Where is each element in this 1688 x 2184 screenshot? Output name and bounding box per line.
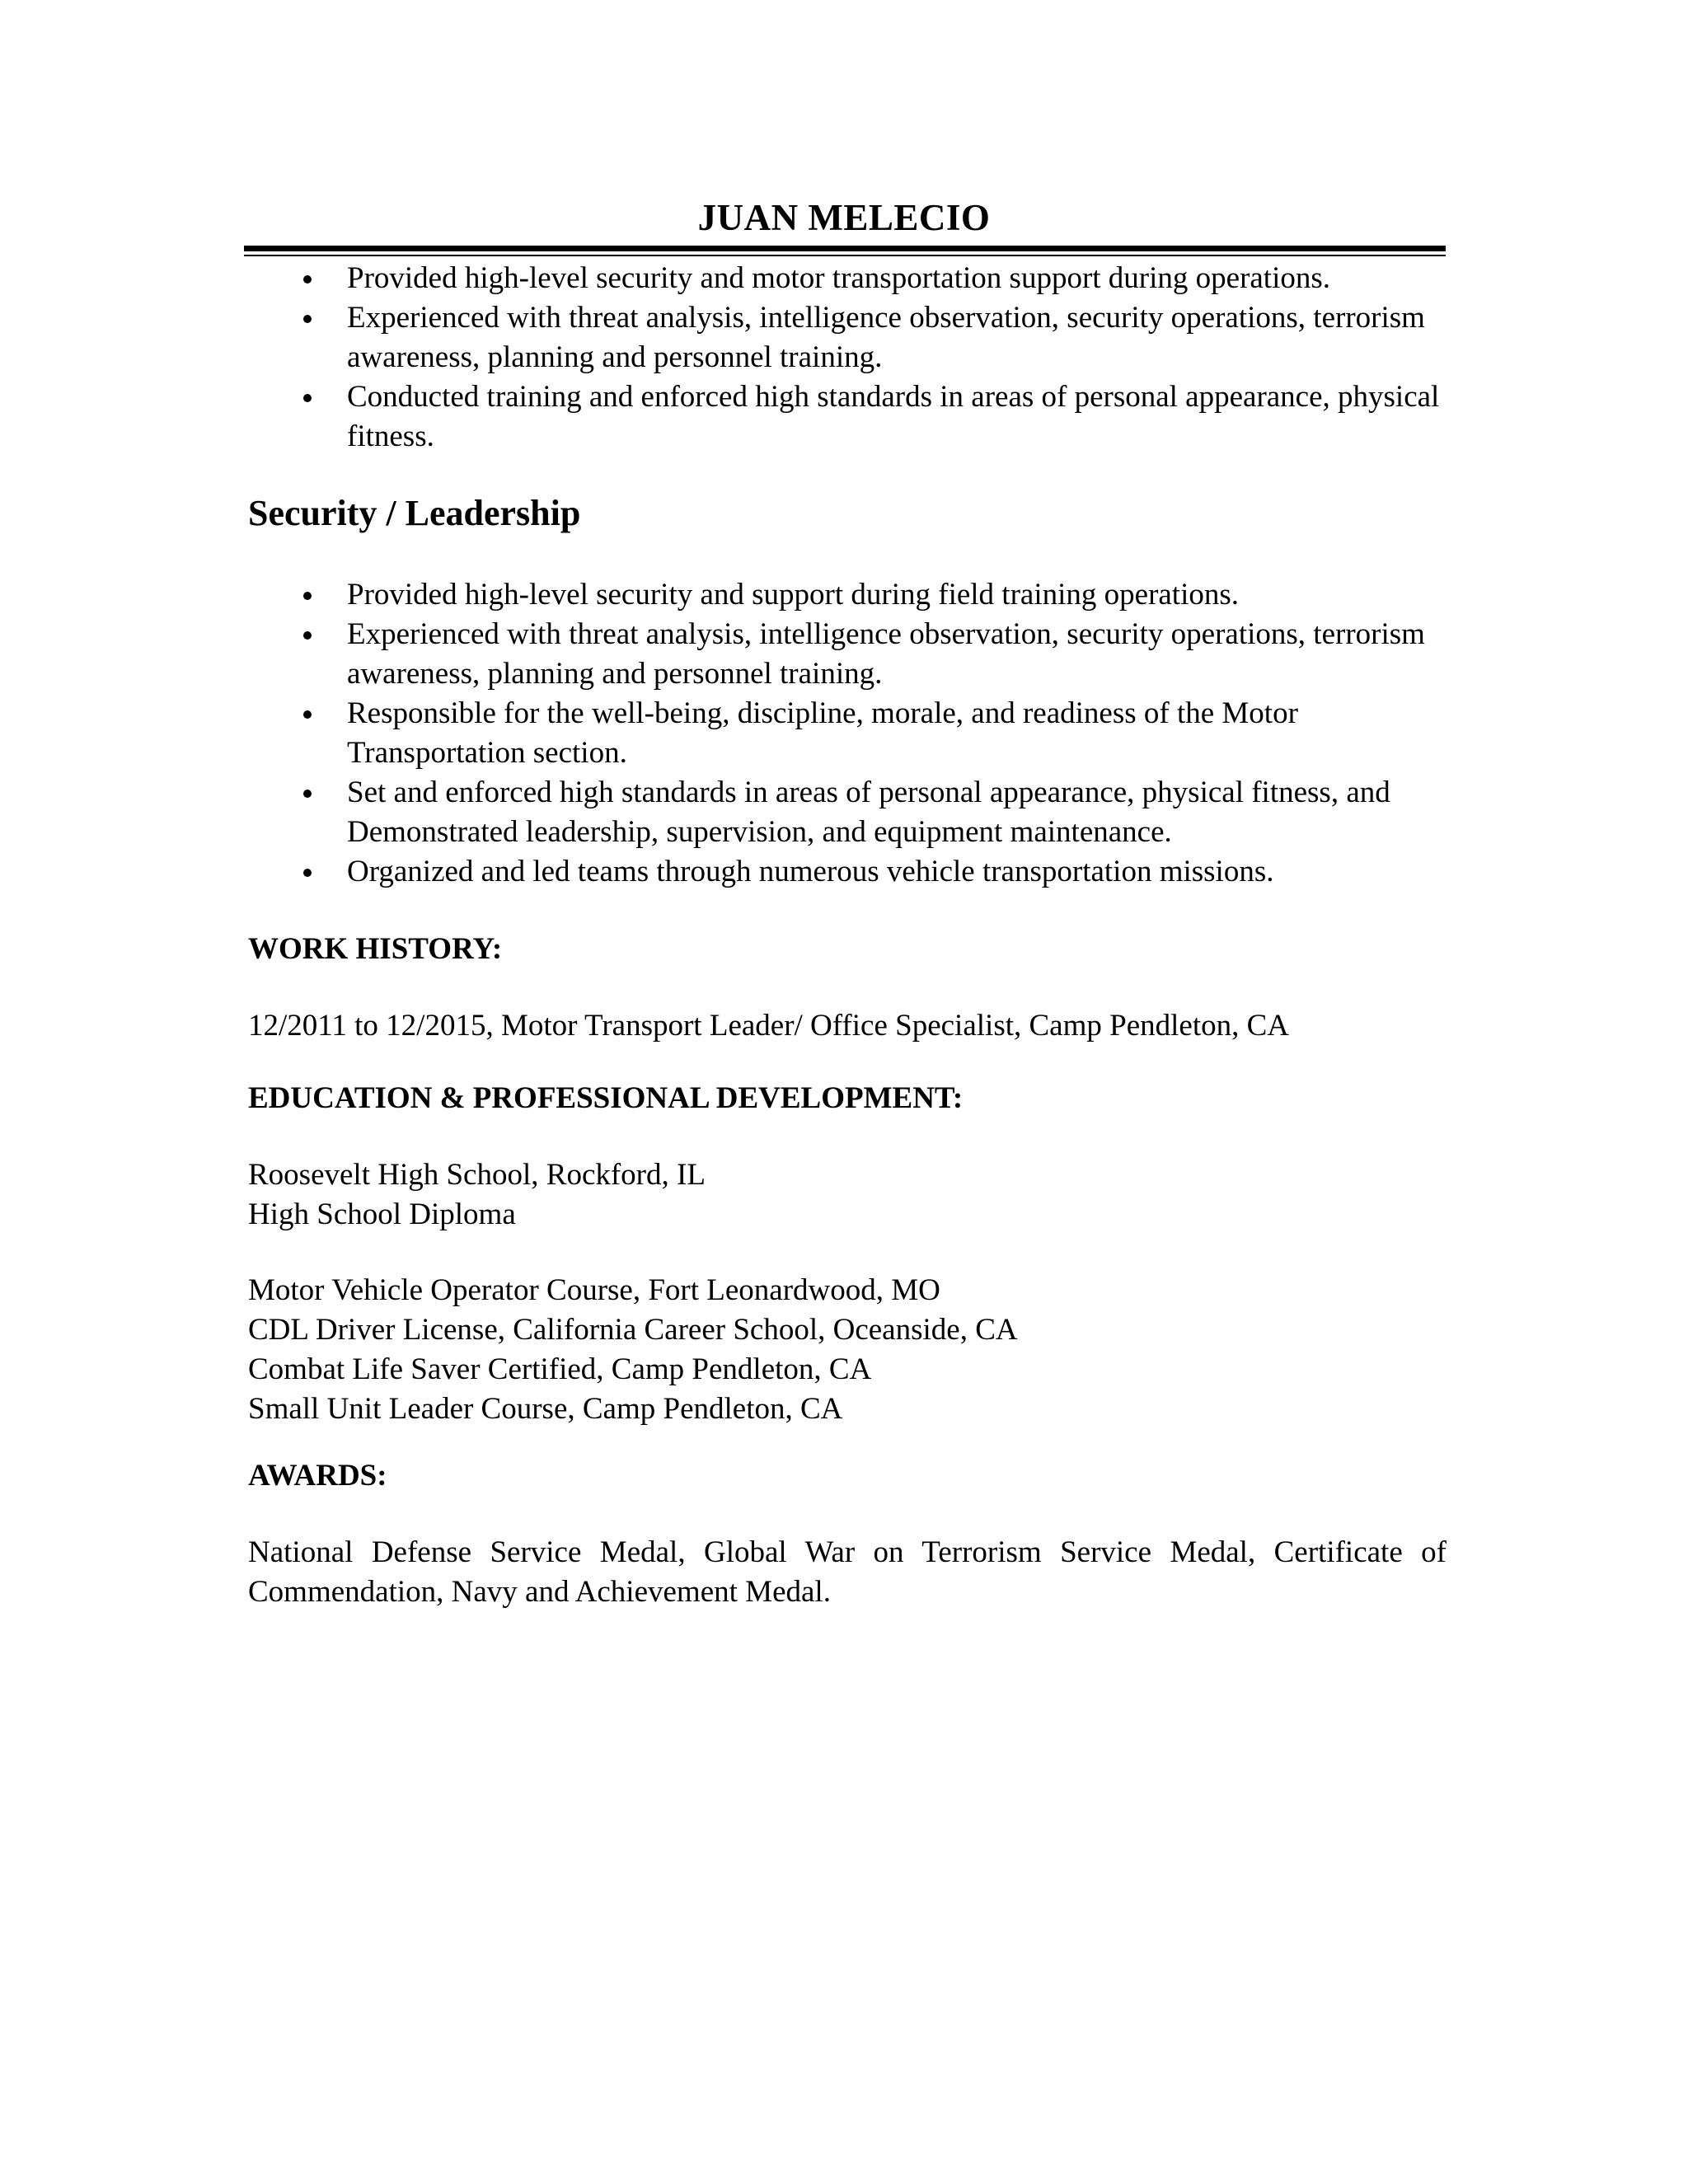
bullet-icon xyxy=(303,790,312,798)
bullet-icon xyxy=(303,315,312,323)
education-school xyxy=(248,1155,1447,1235)
bullet-icon xyxy=(303,592,312,600)
education-line: High School Diploma xyxy=(248,1197,516,1231)
course-line: Motor Vehicle Operator Course, Fort Leonardwood, MO xyxy=(248,1273,940,1307)
course-line: Small Unit Leader Course, Camp Pendleton, CA xyxy=(248,1392,843,1426)
bullet-icon xyxy=(303,631,312,640)
list-item xyxy=(297,615,1447,694)
bullet-text: Responsible for the well-being, discipline, morale, and readiness of the Motor Transportation section. xyxy=(347,696,1298,770)
course-line: CDL Driver License, California Career School, Oceanside, CA xyxy=(248,1313,1018,1347)
bullet-text: Experienced with threat analysis, intelligence observation, security operations, terrorism awareness, planning and personnel training. xyxy=(347,301,1425,374)
bullet-text: Organized and led teams through numerous vehicle transportation missions. xyxy=(347,855,1274,888)
list-item xyxy=(297,773,1447,852)
work-history-entry: 12/2011 to 12/2015, Motor Transport Leader/ Office Specialist, Camp Pendleton, CA xyxy=(248,1009,1290,1043)
list-item xyxy=(297,259,1447,298)
header-rule-thin xyxy=(244,255,1446,256)
intro-bullet-list xyxy=(297,259,1447,457)
candidate-name: JUAN MELECIO xyxy=(697,197,991,238)
bullet-text: Provided high-level security and motor transportation support during operations. xyxy=(347,261,1331,295)
list-item xyxy=(297,575,1447,615)
awards-text: National Defense Service Medal, Global War on Terrorism Service Medal, Certificate of Commendation, Navy and Achievement Medal. xyxy=(248,1535,1447,1609)
section-title-security-leadership: Security / Leadership xyxy=(248,493,581,533)
bullet-text: Provided high-level security and support during field training operations. xyxy=(347,578,1240,612)
education-line: Roosevelt High School, Rockford, IL xyxy=(248,1158,706,1192)
section-title-work-history: WORK HISTORY: xyxy=(248,932,503,966)
bullet-icon xyxy=(303,869,312,877)
header-rule-thick xyxy=(244,246,1446,251)
education-courses xyxy=(248,1271,1447,1429)
bullet-icon xyxy=(303,394,312,402)
course-line: Combat Life Saver Certified, Camp Pendleton, CA xyxy=(248,1352,872,1386)
bullet-icon xyxy=(303,275,312,284)
security-bullet-list xyxy=(297,575,1447,892)
section-title-education: EDUCATION & PROFESSIONAL DEVELOPMENT: xyxy=(248,1081,964,1115)
list-item xyxy=(297,852,1447,892)
bullet-icon xyxy=(303,710,312,719)
list-item xyxy=(297,377,1447,457)
section-title-awards: AWARDS: xyxy=(248,1459,387,1493)
bullet-text: Conducted training and enforced high standards in areas of personal appearance, physical fitness. xyxy=(347,380,1440,453)
bullet-text: Experienced with threat analysis, intelligence observation, security operations, terrorism awareness, planning and personnel training. xyxy=(347,617,1425,691)
list-item xyxy=(297,298,1447,377)
bullet-text: Set and enforced high standards in areas of personal appearance, physical fitness, and Demonstrated leadership, supervision, and equipment maintenance. xyxy=(347,776,1390,849)
list-item xyxy=(297,694,1447,773)
